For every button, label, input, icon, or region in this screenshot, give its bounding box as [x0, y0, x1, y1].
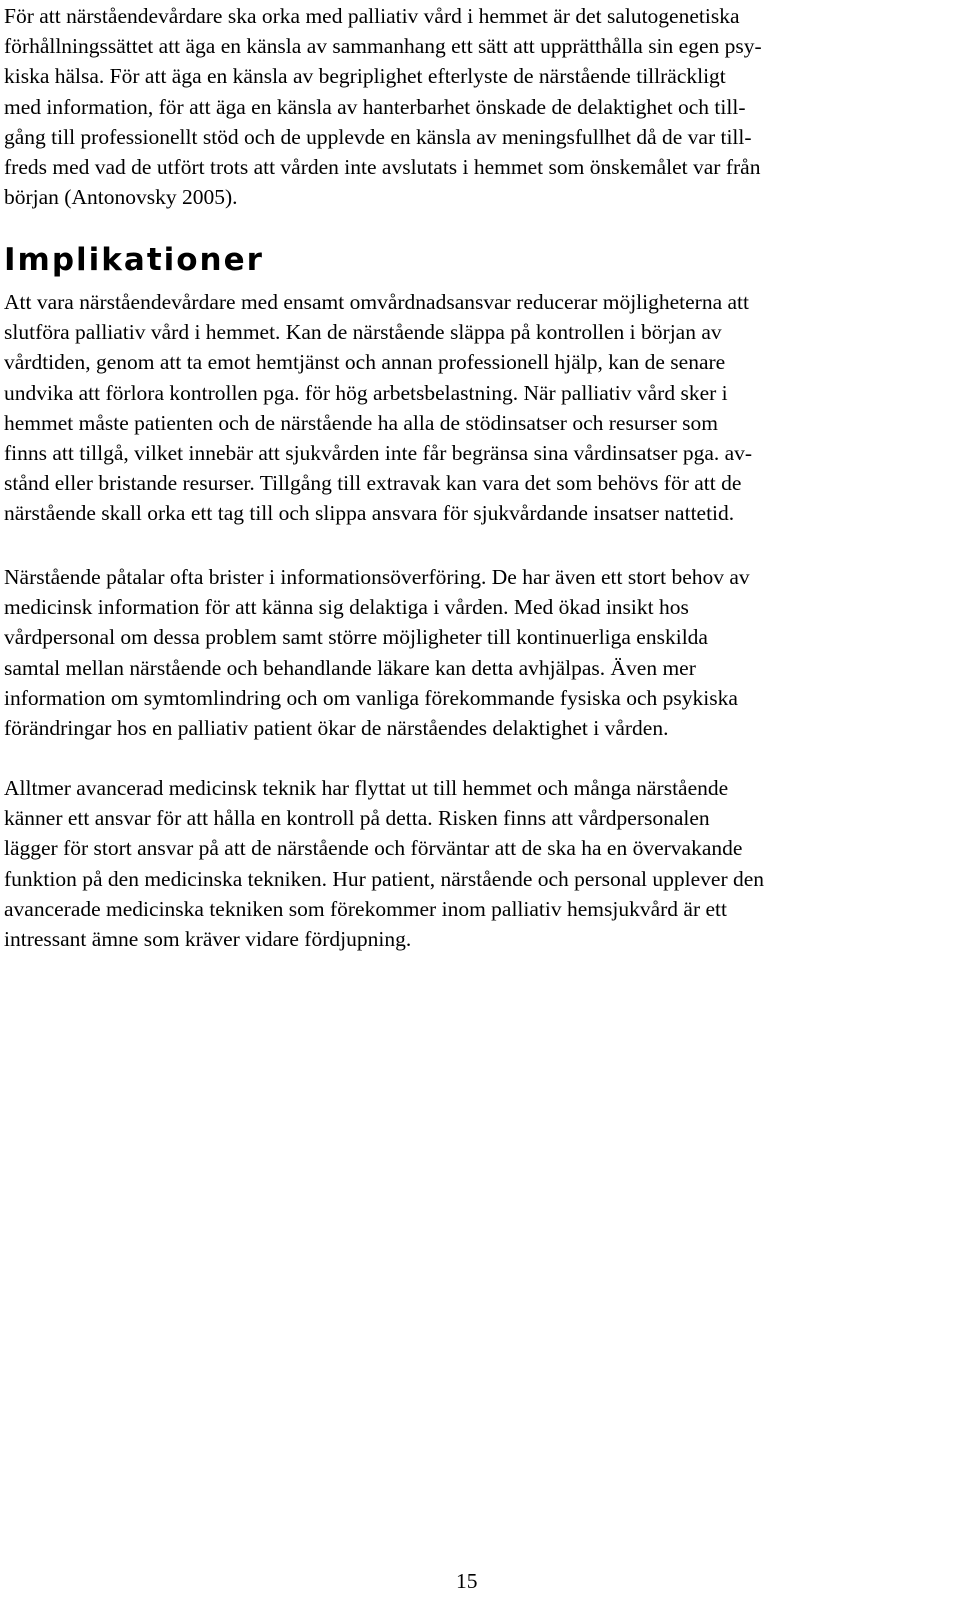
paragraph-line: hemmet måste patienten och de närstående ha alla de stödinsatser och resurser som	[4, 410, 719, 435]
intro-line: För att närståendevårdare ska orka med palliativ vård i hemmet är det salutogenetiska	[4, 4, 740, 28]
paragraph-line: finns att tillgå, vilket innebär att sjukvården inte får begränsa sina vårdinsatser pga. av-	[4, 440, 753, 465]
paragraph-line: samtal mellan närstående och behandlande läkare kan detta avhjälpas. Även mer	[4, 655, 696, 680]
intro-line: freds med vad de utfört trots att vården inte avslutats i hemmet som önskemålet var från	[4, 154, 761, 179]
implications-paragraph-2	[4, 562, 750, 743]
implications-paragraph-3	[4, 773, 764, 954]
intro-paragraph	[4, 1, 762, 212]
paragraph-line: slutföra palliativ vård i hemmet. Kan de närstående släppa på kontrollen i början av	[4, 320, 722, 345]
page-number: 15	[456, 1569, 478, 1593]
paragraph-line: intressant ämne som kräver vidare fördjupning.	[4, 926, 412, 951]
paragraph-line: Att vara närståendevårdare med ensamt omvårdnadsansvar reducerar möjligheterna att	[4, 290, 749, 314]
paragraph-line: förändringar hos en palliativ patient ökar de närståendes delaktighet i vården.	[4, 715, 669, 740]
implications-paragraph-1	[4, 287, 752, 529]
paragraph-line: funktion på den medicinska tekniken. Hur patient, närstående och personal upplever den	[4, 866, 765, 891]
section-heading: Implikationer	[4, 242, 264, 278]
paragraph-line: information om symtomlindring och om vanliga förekommande fysiska och psykiska	[4, 685, 738, 710]
paragraph-line: Närstående påtalar ofta brister i informationsöverföring. De har även ett stort behov av	[4, 565, 750, 589]
paragraph-line: vårdtiden, genom att ta emot hemtjänst och annan professionell hjälp, kan de senare	[4, 350, 726, 375]
paragraph-line: vårdpersonal om dessa problem samt större möjligheter till kontinuerliga enskilda	[4, 625, 708, 650]
paragraph-line: avancerade medicinska tekniken som förekommer inom palliativ hemsjukvård är ett	[4, 896, 727, 921]
paragraph-line: medicinsk information för att känna sig delaktiga i vården. Med ökad insikt hos	[4, 595, 689, 620]
paragraph-line: stånd eller bristande resurser. Tillgång till extravak kan vara det som behövs för att de	[4, 471, 742, 496]
document-page	[4, 0, 934, 1617]
intro-line: början (Antonovsky 2005).	[4, 185, 238, 210]
paragraph-line: lägger för stort ansvar på att de närstående och förväntar att de ska ha en övervakande	[4, 836, 743, 861]
intro-line: gång till professionellt stöd och de upplevde en känsla av meningsfullhet då de var till-	[4, 124, 752, 149]
paragraph-line: närstående skall orka ett tag till och slippa ansvara för sjukvårdande insatser nattetid.	[4, 501, 735, 526]
intro-line: kiska hälsa. För att äga en känsla av begriplighet efterlyste de närstående tillräckligt	[4, 64, 726, 89]
intro-line: med information, för att äga en känsla av hanterbarhet önskade de delaktighet och till-	[4, 94, 746, 119]
paragraph-line: Alltmer avancerad medicinsk teknik har flyttat ut till hemmet och många närstående	[4, 776, 729, 800]
intro-line: förhållningssättet att äga en känsla av sammanhang ett sätt att upprätthålla sin egen psy-	[4, 34, 762, 59]
paragraph-line: känner ett ansvar för att hålla en kontroll på detta. Risken finns att vårdpersonalen	[4, 806, 710, 831]
paragraph-line: undvika att förlora kontrollen pga. för hög arbetsbelastning. När palliativ vård sker i	[4, 380, 728, 405]
